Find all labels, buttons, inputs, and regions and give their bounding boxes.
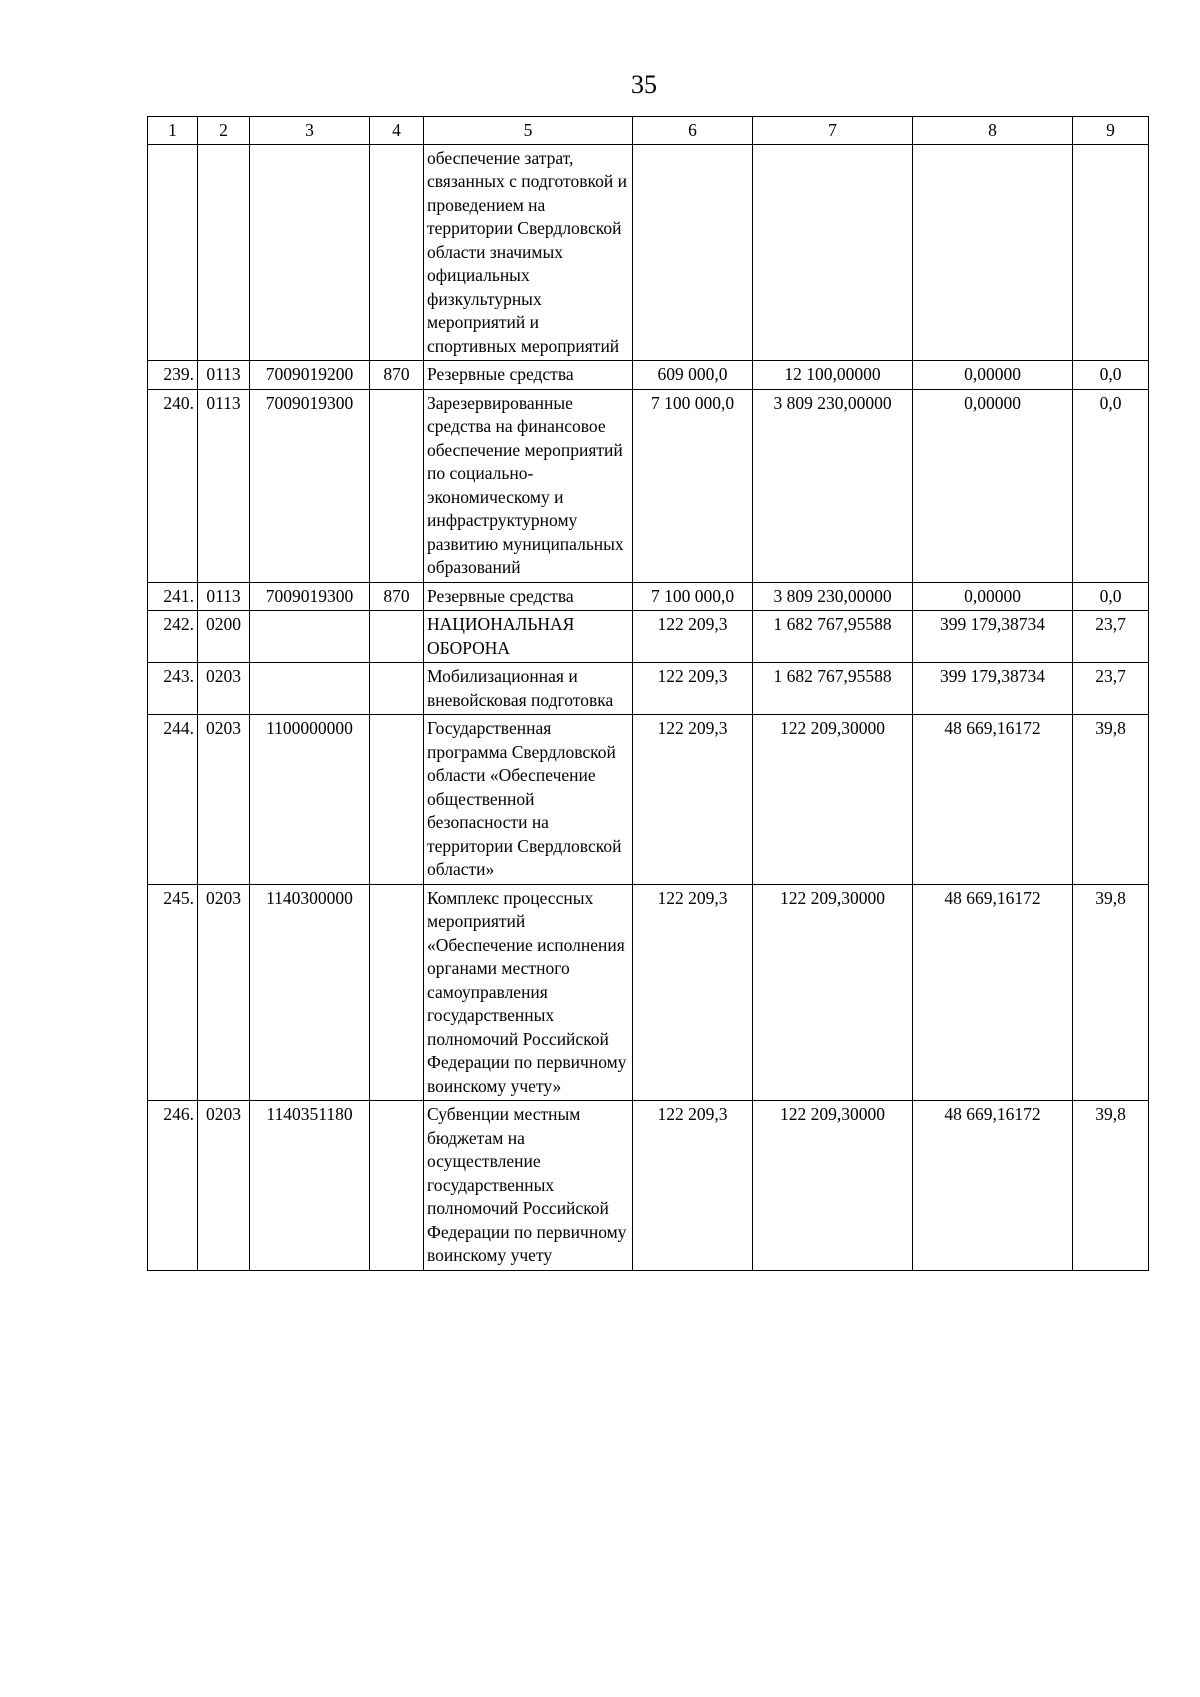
- item-name: Мобилизационная и вневойсковая подготовка: [424, 663, 633, 715]
- period-amount: [913, 144, 1073, 361]
- target-code: 1140351180: [250, 1101, 370, 1271]
- target-code: 7009019200: [250, 361, 370, 390]
- page-number: 35: [631, 70, 657, 99]
- period-amount: 48 669,16172: [913, 715, 1073, 885]
- row-number: 246.: [148, 1101, 198, 1271]
- item-name: Зарезервированные средства на финансовое обеспечение мероприятий по социально-экономическому и инфраструктурному развитию муниципальных образований: [424, 389, 633, 582]
- period-amount: 399 179,38734: [913, 611, 1073, 663]
- table-row: [148, 884, 1149, 1101]
- approved-amount: 122 209,3: [633, 715, 753, 885]
- target-code: 7009019300: [250, 582, 370, 611]
- table-row: [148, 663, 1149, 715]
- executed-amount: 3 809 230,00000: [753, 389, 913, 582]
- table-row: [148, 389, 1149, 582]
- section-code: 0203: [198, 884, 250, 1101]
- section-code: 0113: [198, 389, 250, 582]
- target-code: 1140300000: [250, 884, 370, 1101]
- expense-type: 870: [370, 361, 424, 390]
- item-name: Резервные средства: [424, 582, 633, 611]
- expense-type: [370, 144, 424, 361]
- percent-value: [1073, 144, 1149, 361]
- approved-amount: 122 209,3: [633, 663, 753, 715]
- period-amount: 48 669,16172: [913, 884, 1073, 1101]
- executed-amount: [753, 144, 913, 361]
- approved-amount: 7 100 000,0: [633, 389, 753, 582]
- table-row: [148, 611, 1149, 663]
- percent-value: 0,0: [1073, 582, 1149, 611]
- table-row: [148, 144, 1149, 361]
- approved-amount: [633, 144, 753, 361]
- header-cell: 3: [250, 117, 370, 145]
- item-name: Резервные средства: [424, 361, 633, 390]
- table-row: [148, 582, 1149, 611]
- executed-amount: 3 809 230,00000: [753, 582, 913, 611]
- target-code: [250, 144, 370, 361]
- percent-value: 39,8: [1073, 715, 1149, 885]
- header-cell: 6: [633, 117, 753, 145]
- item-name: Государственная программа Свердловской области «Обеспечение общественной безопасности на территории Свердловской области»: [424, 715, 633, 885]
- header-cell: 8: [913, 117, 1073, 145]
- row-number: 239.: [148, 361, 198, 390]
- section-code: 0113: [198, 582, 250, 611]
- approved-amount: 122 209,3: [633, 884, 753, 1101]
- header-cell: 5: [424, 117, 633, 145]
- item-name: обеспечение затрат, связанных с подготовкой и проведением на территории Свердловской области значимых официальных физкультурных мероприятий и спортивных мероприятий: [424, 144, 633, 361]
- percent-value: 0,0: [1073, 389, 1149, 582]
- expense-type: [370, 884, 424, 1101]
- table-row: [148, 1101, 1149, 1271]
- period-amount: 0,00000: [913, 361, 1073, 390]
- section-code: 0113: [198, 361, 250, 390]
- table-header-row: [148, 117, 1149, 145]
- executed-amount: 12 100,00000: [753, 361, 913, 390]
- item-name: Субвенции местным бюджетам на осуществление государственных полномочий Российской Федерации по первичному воинскому учету: [424, 1101, 633, 1271]
- section-code: [198, 144, 250, 361]
- table-row: [148, 715, 1149, 885]
- executed-amount: 1 682 767,95588: [753, 611, 913, 663]
- header-cell: 9: [1073, 117, 1149, 145]
- item-name: НАЦИОНАЛЬНАЯ ОБОРОНА: [424, 611, 633, 663]
- approved-amount: 122 209,3: [633, 1101, 753, 1271]
- period-amount: 399 179,38734: [913, 663, 1073, 715]
- row-number: 242.: [148, 611, 198, 663]
- target-code: 1100000000: [250, 715, 370, 885]
- percent-value: 23,7: [1073, 663, 1149, 715]
- header-cell: 7: [753, 117, 913, 145]
- row-number: 245.: [148, 884, 198, 1101]
- approved-amount: 7 100 000,0: [633, 582, 753, 611]
- row-number: 244.: [148, 715, 198, 885]
- target-code: [250, 611, 370, 663]
- approved-amount: 122 209,3: [633, 611, 753, 663]
- header-cell: 4: [370, 117, 424, 145]
- header-cell: 1: [148, 117, 198, 145]
- section-code: 0203: [198, 663, 250, 715]
- expense-type: [370, 715, 424, 885]
- expense-type: [370, 389, 424, 582]
- period-amount: 0,00000: [913, 582, 1073, 611]
- expense-type: [370, 1101, 424, 1271]
- period-amount: 48 669,16172: [913, 1101, 1073, 1271]
- section-code: 0203: [198, 715, 250, 885]
- row-number: 240.: [148, 389, 198, 582]
- executed-amount: 122 209,30000: [753, 1101, 913, 1271]
- row-number: [148, 144, 198, 361]
- percent-value: 39,8: [1073, 1101, 1149, 1271]
- percent-value: 39,8: [1073, 884, 1149, 1101]
- expense-type: 870: [370, 582, 424, 611]
- target-code: [250, 663, 370, 715]
- percent-value: 0,0: [1073, 361, 1149, 390]
- budget-table: [147, 116, 1149, 1271]
- table-row: [148, 361, 1149, 390]
- expense-type: [370, 611, 424, 663]
- percent-value: 23,7: [1073, 611, 1149, 663]
- executed-amount: 122 209,30000: [753, 884, 913, 1101]
- executed-amount: 1 682 767,95588: [753, 663, 913, 715]
- item-name: Комплекс процессных мероприятий «Обеспечение исполнения органами местного самоуправления государственных полномочий Российской Федерации по первичному воинскому учету»: [424, 884, 633, 1101]
- row-number: 243.: [148, 663, 198, 715]
- expense-type: [370, 663, 424, 715]
- section-code: 0200: [198, 611, 250, 663]
- target-code: 7009019300: [250, 389, 370, 582]
- section-code: 0203: [198, 1101, 250, 1271]
- header-cell: 2: [198, 117, 250, 145]
- row-number: 241.: [148, 582, 198, 611]
- period-amount: 0,00000: [913, 389, 1073, 582]
- approved-amount: 609 000,0: [633, 361, 753, 390]
- executed-amount: 122 209,30000: [753, 715, 913, 885]
